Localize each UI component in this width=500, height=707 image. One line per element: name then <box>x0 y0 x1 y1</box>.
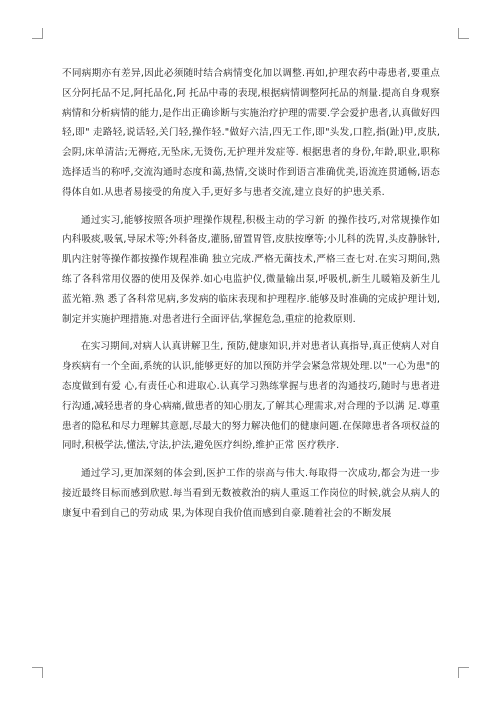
crop-mark-top-right <box>458 28 469 39</box>
paragraph-3: 在实习期间,对病人认真讲解卫生, 预防,健康知识,并对患者认真指导,真正使病人对自身疾病有一个全面,系统的认识,能够更好的加以预防并学会紧急常规处理.以"一心为患"的态度做到有爱 心,有责任心和进取心.认真学习熟练掌握与患者的沟通技巧,随时与患者进行沟通,减轻患者的身心病痛,做患者的知心朋友,了解其心理需求,对合理的予以满 足.尊重患者的隐私和尽力理解其意愿,尽最大的努力解决他们的健康问题.在保障患者各项权益的同时,积极学法,懂法,守法,护法,避免医疗纠纷,维护正常 医疗秩序. <box>62 341 440 452</box>
crop-mark-top-left <box>32 28 43 39</box>
paragraph-1: 不同病期亦有差异,因此必须随时结合病情变化加以调整.再如,护理农药中毒患者,要重点区分阿托品不足,阿托品化,阿 托品中毒的表现,根据病情调整阿托品的剂量.提高自身观察病情和分析病情的能力,是作出正确诊断与实施治疗护理的需要.学会爱护患者,认真做好四轻,即" 走路轻,说话轻,关门轻,操作轻."做好六洁,四无工作,即"头发,口腔,指(趾)甲,皮肤,会阴,床单清洁;无褥疮,无坠床,无烫伤,无护理并发症等. 根据患者的身份,年龄,职业,职称选择适当的称呼,交流沟通时态度和蔼,热情,交谈时作到语言准确优美,语流连贯通畅,语态得体自如.从患者易接受的角度入手,更好多与患者交流,建立良好的护患关系. <box>62 68 440 198</box>
crop-mark-bottom-left <box>32 667 43 678</box>
crop-mark-bottom-right <box>458 667 469 678</box>
document-body <box>62 64 440 532</box>
paragraph-2: 通过实习,能够按照各项护理操作规程,积极主动的学习新 的操作技巧,对常规操作如内科吸痰,吸氧,导尿术等;外科备皮,灌肠,留置胃管,皮肤按摩等;小儿科的洗胃,头皮静脉针,肌内注射等操作都按操作规程准确 独立完成.严格无菌技术,严格三查七对.在实习期间,熟练了各科常用仪器的使用及保养.如心电监护仪,微量输出泵,呼吸机,新生儿暖箱及新生儿蓝光箱.熟 悉了各科常见病,多发病的临床表现和护理程序.能够及时准确的完成护理计划,制定并实施护理措施.对患者进行全面评估,掌握危急,重症的抢救原则. <box>62 214 440 325</box>
paragraph-4: 通过学习,更加深刻的体会到,医护工作的崇高与伟大.每取得一次成功,都会为进一步接近最终目标而感到欣慰.每当看到无数被救治的病人重返工作岗位的时候,就会从病人的康复中看到自己的劳动成 果,为体现自我价值而感到自豪.随着社会的不断发展 <box>62 468 440 519</box>
